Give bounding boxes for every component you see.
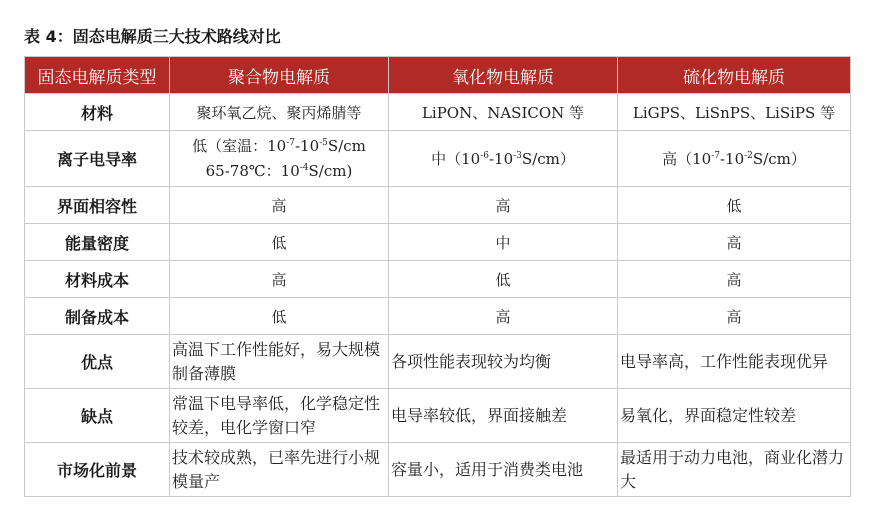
table-cell: LiGPS、LiSnPS、LiSiPS 等 [618, 94, 851, 131]
row-label: 市场化前景 [25, 443, 170, 497]
table-cell: 高 [618, 298, 851, 335]
row-label: 界面相容性 [25, 187, 170, 224]
table-cell: 高 [389, 187, 618, 224]
row-label: 材料成本 [25, 261, 170, 298]
conductivity-high-temp: 65-78℃：$10^{-4}S/cm$) [205, 161, 353, 180]
table-row [25, 443, 851, 497]
table-cell: 低 [170, 224, 389, 261]
table-row [25, 261, 851, 298]
table-cell: 高温下工作性能好，易大规模制备薄膜 [170, 335, 389, 389]
table-cell: 低 [170, 298, 389, 335]
table-cell: 低 [389, 261, 618, 298]
row-label: 优点 [25, 335, 170, 389]
table-cell: 中 [389, 224, 618, 261]
table-cell: 常温下电导率低，化学稳定性较差，电化学窗口窄 [170, 389, 389, 443]
table-cell: 高 [389, 298, 618, 335]
table-cell: 易氧化，界面稳定性较差 [618, 389, 851, 443]
table-cell: 高 [618, 224, 851, 261]
header-polymer: 聚合物电解质 [170, 57, 389, 94]
table-cell: 中$(10^{-6}-10^{-3}S/cm)$ [389, 131, 618, 187]
table-cell: 低 [618, 187, 851, 224]
table-cell: 电导率较低，界面接触差 [389, 389, 618, 443]
table-cell: 高 [170, 187, 389, 224]
table-cell: 容量小，适用于消费类电池 [389, 443, 618, 497]
table-cell: 最适用于动力电池，商业化潜力大 [618, 443, 851, 497]
comparison-table [24, 56, 851, 497]
table-cell: 高 [170, 261, 389, 298]
table-cell: 高 [618, 261, 851, 298]
table-row [25, 335, 851, 389]
table-row [25, 131, 851, 187]
conductivity-room-temp: 低（室温：$10^{-7}-10^{-5}S/cm$ [192, 136, 366, 155]
table-header-row [25, 57, 851, 94]
table-cell: 聚环氧乙烷、聚丙烯腈等 [170, 94, 389, 131]
header-type: 固态电解质类型 [25, 57, 170, 94]
table-row [25, 94, 851, 131]
row-label: 能量密度 [25, 224, 170, 261]
table-cell: 各项性能表现较为均衡 [389, 335, 618, 389]
table-row [25, 389, 851, 443]
table-cell: 电导率高，工作性能表现优异 [618, 335, 851, 389]
row-label: 离子电导率 [25, 131, 170, 187]
table-cell: 高$(10^{-7}-10^{-2}S/cm)$ [618, 131, 851, 187]
row-label: 材料 [25, 94, 170, 131]
table-row [25, 298, 851, 335]
table-caption: 表 4：固态电解质三大技术路线对比 [24, 27, 281, 46]
table-row [25, 224, 851, 261]
header-oxide: 氧化物电解质 [389, 57, 618, 94]
header-sulfide: 硫化物电解质 [618, 57, 851, 94]
table-cell [170, 131, 389, 187]
row-label: 制备成本 [25, 298, 170, 335]
table-cell: 技术较成熟，已率先进行小规模量产 [170, 443, 389, 497]
row-label: 缺点 [25, 389, 170, 443]
table-row [25, 187, 851, 224]
table-cell: LiPON、NASICON 等 [389, 94, 618, 131]
